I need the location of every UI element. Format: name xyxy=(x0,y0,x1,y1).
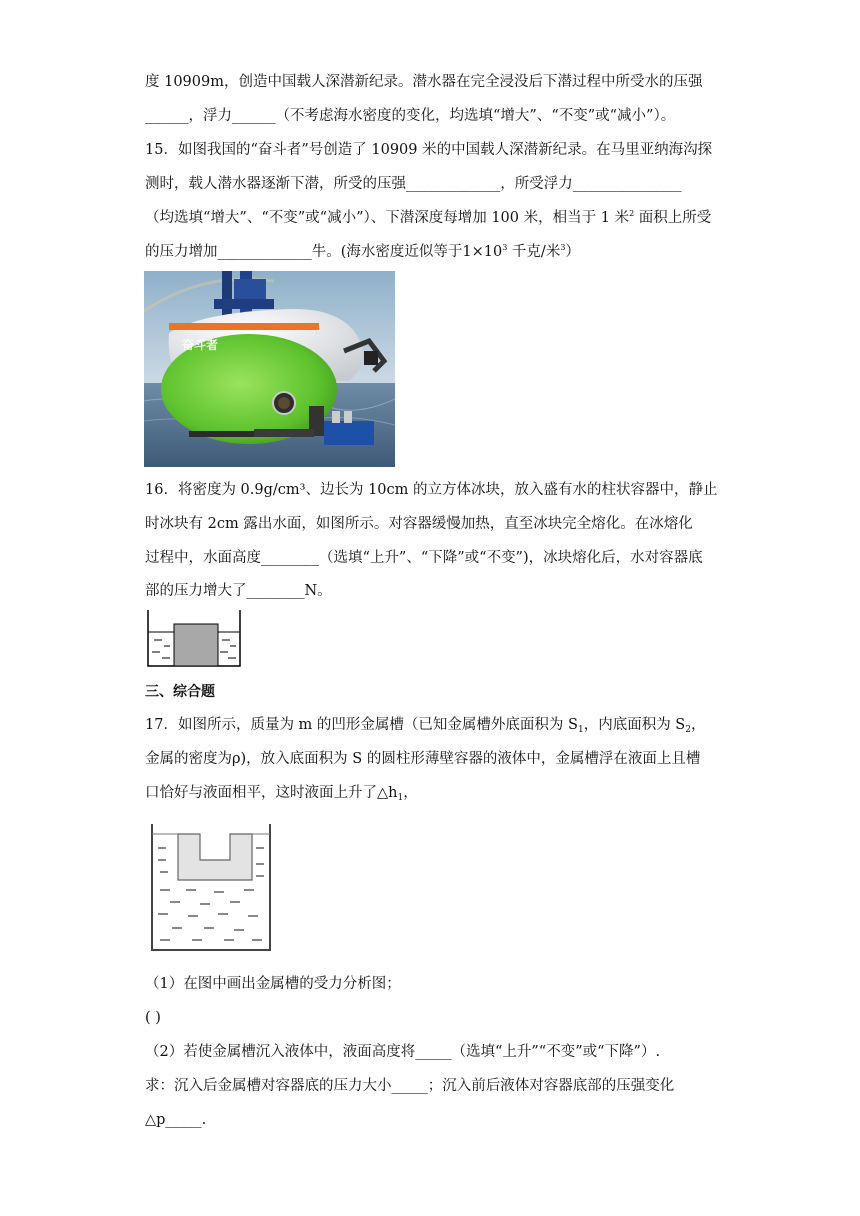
question-17-line xyxy=(145,783,725,805)
text: 的压力增加_____________牛。(海水密度近似等于 xyxy=(145,244,463,260)
section-heading: 三、综合题 xyxy=(145,684,215,700)
text: ） xyxy=(565,244,580,260)
text: （均选填“增大”、“不变”或“减小”）、下潜深度每增加 100 米，相当于 1 米 xyxy=(145,210,630,226)
superscript: 2 xyxy=(629,209,635,218)
question-16-line: 过程中，水面高度________（选填“上升”、“下降”或“不变”)，冰块熔化后，水对容器底 xyxy=(145,550,703,566)
metal-trough-diagram xyxy=(148,824,274,954)
question-17-part2: （2）若使金属槽沉入液体中，液面高度将_____（选填“上升”“不变”或“下降”）. xyxy=(145,1044,661,1060)
text: 17．如图所示，质量为 m 的凹形金属槽（已知金属槽外底面积为 S xyxy=(145,717,578,733)
question-15-line xyxy=(145,242,725,264)
ice-block-diagram xyxy=(146,610,242,668)
subscript: 1 xyxy=(577,725,584,735)
question-15-line: 15．如图我国的“奋斗者”号创造了 10909 米的中国载人深潜新纪录。在马里亚纳海沟探 xyxy=(145,142,713,158)
question-17-part1: （1）在图中画出金属槽的受力分析图； xyxy=(145,976,401,992)
math: 1×10 xyxy=(462,244,503,260)
question-16-line: 部的压力增大了________N。 xyxy=(145,583,332,599)
subscript: 1 xyxy=(397,793,404,803)
question-15-line: 测时，载人潜水器逐渐下潜，所受的压强_____________，所受浮力_______________ xyxy=(145,176,682,192)
submarine-photo xyxy=(144,271,395,467)
superscript: 3 xyxy=(560,243,566,252)
question-17-line: △p_____. xyxy=(145,1112,207,1128)
text: ， xyxy=(403,785,418,801)
text-line: 度 10909m，创造中国载人深潜新纪录。潜水器在完全浸没后下潜过程中所受水的压强 xyxy=(145,74,703,90)
question-17-line: 求：沉入后金属槽对容器底的压力大小_____；沉入前后液体对容器底部的压强变化 xyxy=(145,1078,675,1094)
text: 口恰好与液面相平，这时液面上升了△h xyxy=(145,785,398,801)
subscript: 2 xyxy=(685,725,691,735)
question-16-line: 16．将密度为 0.9g/cm³、边长为 10cm 的立方体冰块，放入盛有水的柱状容器中，静止 xyxy=(145,482,718,498)
text: 面积上所受 xyxy=(634,210,712,226)
question-16-line: 时冰块有 2cm 露出水面，如图所示。对容器缓慢加热，直至冰块完全熔化。在冰熔化 xyxy=(145,516,693,532)
question-17-line xyxy=(145,715,725,737)
submarine-name-label: 奋斗者 xyxy=(182,338,219,352)
text-line: ______，浮力______（不考虑海水密度的变化，均选填“增大”、“不变”或“减小”）。 xyxy=(145,108,676,124)
answer-blank: ( ) xyxy=(145,1010,161,1026)
text: ，内底面积为 S xyxy=(583,717,686,733)
text: ， xyxy=(690,717,706,733)
superscript: 3 xyxy=(502,243,508,252)
question-15-line xyxy=(145,208,725,230)
question-17-line: 金属的密度为ρ)，放入底面积为 S 的圆柱形薄壁容器的液体中，金属槽浮在液面上且槽 xyxy=(145,751,701,767)
text: 千克/米 xyxy=(507,244,561,260)
